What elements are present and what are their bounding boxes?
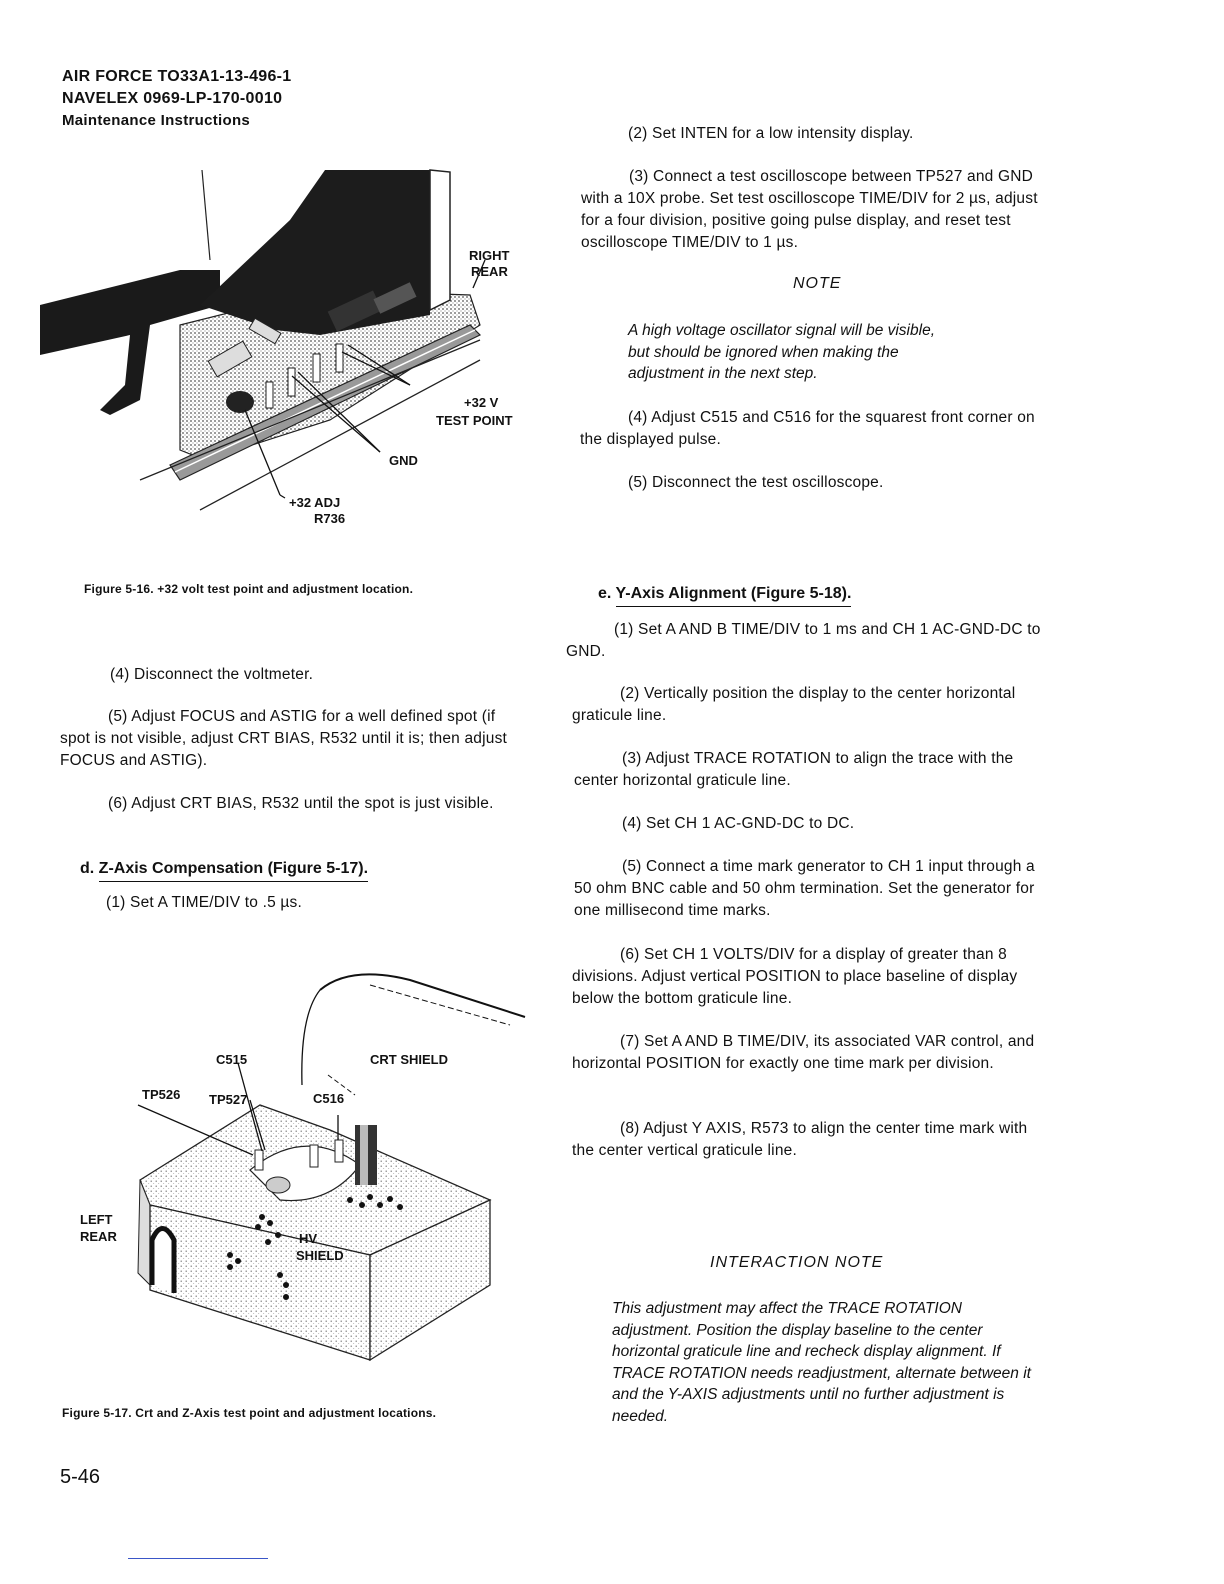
label-c516: C516 [313,1091,345,1106]
label-32-adj: +32 ADJ [289,495,341,510]
d-step-1: (1) Set A TIME/DIV to .5 µs. [106,894,303,911]
interaction-note-body: This adjustment may affect the TRACE ROTATION adjustment. Position the display baseline to the center horizontal graticule line and recheck display alignment. If TRACE ROTATION needs readjustment, alternate between it and the Y-AXIS adjustments until no further adjustment is needed. [612,1300,1031,1425]
right-step-4: (4) Adjust C515 and C516 for the squarest front corner on the displayed pulse. [580,409,1035,448]
label-hv: HV [299,1231,318,1246]
figure-5-17-caption: Figure 5-17. Crt and Z-Axis test point and adjustment locations. [62,1406,437,1420]
e-step-5: (5) Connect a time mark generator to CH 1 input through a 50 ohm BNC cable and 50 ohm termination. Set the generator for one millisecond time marks. [574,858,1035,919]
label-test-point: TEST POINT [436,413,513,428]
e-step-4: (4) Set CH 1 AC-GND-DC to DC. [622,815,855,832]
section-d-title: Z-Axis Compensation (Figure 5-17). [99,860,368,882]
label-tp526: TP526 [142,1087,181,1102]
figure-5-16-illustration [30,160,540,570]
label-r736: R736 [314,511,346,526]
figure-5-17-illustration [70,955,535,1370]
left-step-4: (4) Disconnect the voltmeter. [110,666,314,683]
section-d-heading [80,860,368,878]
right-step-2: (2) Set INTEN for a low intensity display. [628,125,914,142]
note-body: A high voltage oscillator signal will be visible, but should be ignored when making the adjustment in the next step. [628,322,935,382]
label-right-rear-1: RIGHT [469,248,510,263]
label-tp527: TP527 [209,1092,248,1107]
doc-header-line1: AIR FORCE TO33A1-13-496-1 [62,68,292,85]
section-e-prefix: e. [598,585,612,602]
page-number: 5-46 [60,1466,101,1488]
left-step-6: (6) Adjust CRT BIAS, R532 until the spot is just visible. [108,795,494,812]
doc-header-line3: Maintenance Instructions [62,112,251,129]
e-step-1: (1) Set A AND B TIME/DIV to 1 ms and CH 1 AC-GND-DC to GND. [566,621,1041,660]
label-c515: C515 [216,1052,248,1067]
figure-5-16-caption: Figure 5-16. +32 volt test point and adjustment location. [84,582,414,596]
e-step-6: (6) Set CH 1 VOLTS/DIV for a display of greater than 8 divisions. Adjust vertical POSITION to place baseline of display below the bottom graticule line. [572,946,1018,1007]
label-rear: REAR [80,1229,117,1244]
footer-rule [128,1558,268,1559]
label-left: LEFT [80,1212,113,1227]
e-step-3: (3) Adjust TRACE ROTATION to align the trace with the center horizontal graticule line. [574,750,1014,789]
label-32v: +32 V [464,395,499,410]
right-step-5: (5) Disconnect the test oscilloscope. [628,474,884,491]
interaction-note-title: INTERACTION NOTE [710,1254,884,1271]
doc-header-line2: NAVELEX 0969-LP-170-0010 [62,90,283,107]
note-title: NOTE [793,275,842,292]
left-step-5: (5) Adjust FOCUS and ASTIG for a well defined spot (if spot is not visible, adjust CRT BIAS, R532 until it is; then adjust FOCUS and ASTIG). [60,708,508,769]
e-step-8: (8) Adjust Y AXIS, R573 to align the center time mark with the center vertical graticule line. [572,1120,1028,1159]
label-right-rear-2: REAR [471,264,508,279]
e-step-2: (2) Vertically position the display to the center horizontal graticule line. [572,685,1016,724]
right-step-3: (3) Connect a test oscilloscope between TP527 and GND with a 10X probe. Set test oscilloscope TIME/DIV for 2 µs, adjust for a four division, positive going pulse display, and reset test oscilloscope TIME/DIV to 1 µs. [581,168,1038,251]
label-crt-shield: CRT SHIELD [370,1052,448,1067]
section-e-heading [598,585,851,603]
label-gnd: GND [389,453,418,468]
section-e-title: Y-Axis Alignment (Figure 5-18). [616,585,852,607]
label-shield: SHIELD [296,1248,344,1263]
section-d-prefix: d. [80,860,95,877]
e-step-7: (7) Set A AND B TIME/DIV, its associated VAR control, and horizontal POSITION for exactly one time mark per division. [572,1033,1035,1072]
